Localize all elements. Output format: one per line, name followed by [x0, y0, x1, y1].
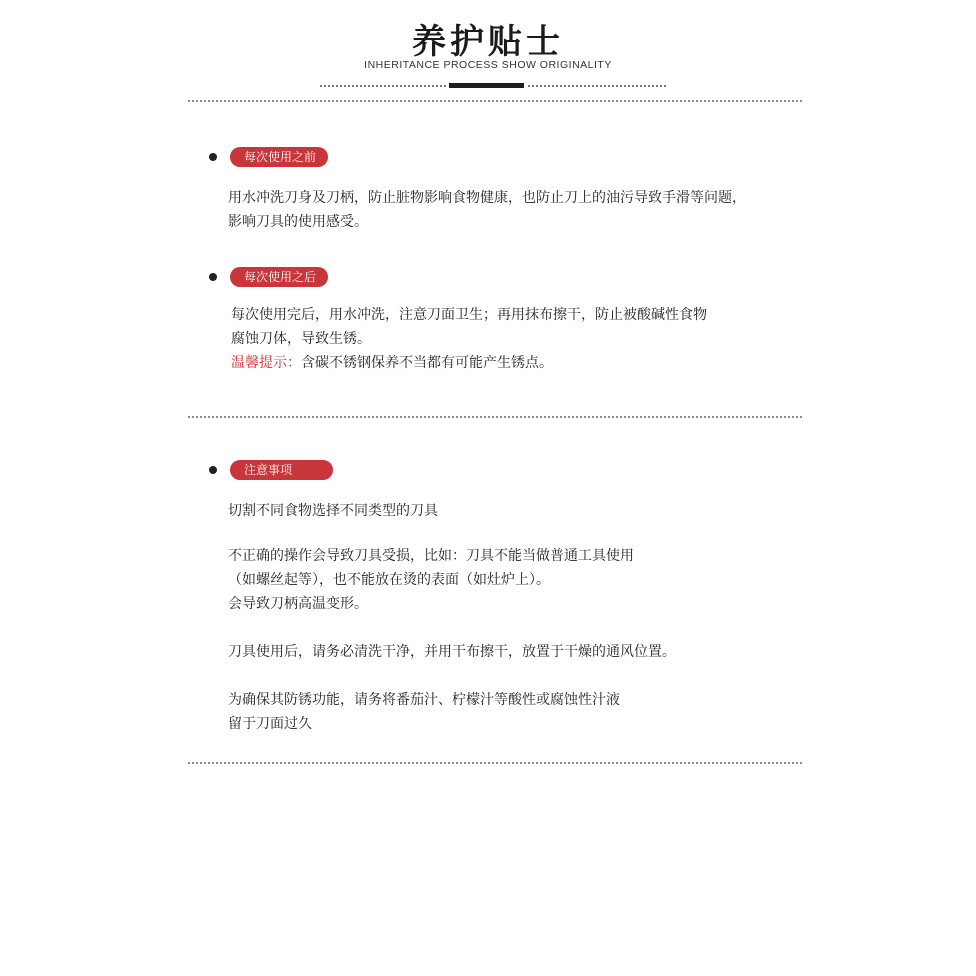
text-line: 影响刀具的使用感受。 [228, 214, 368, 230]
text-line: 为确保其防锈功能，请务将番茄汁、柠檬汁等酸性或腐蚀性汁液 [228, 692, 620, 708]
text-line: 留于刀面过久 [228, 716, 312, 732]
title-rule-right [528, 85, 666, 87]
text-line: 刀具使用后，请务必清洗干净，并用干布擦干，放置于干燥的通风位置。 [228, 644, 676, 660]
section-separator-top [188, 100, 802, 102]
notes-paragraph-1 [228, 499, 438, 523]
section-body-after-use [231, 303, 707, 375]
section-tag-before-use: 每次使用之前 [230, 147, 328, 167]
text-line: 会导致刀柄高温变形。 [228, 596, 368, 612]
warning-line [231, 351, 707, 375]
text-line: 切割不同食物选择不同类型的刀具 [228, 503, 438, 519]
title-rule-center-bar [449, 83, 524, 88]
section-tag-notes: 注意事项 [230, 460, 333, 480]
bullet-icon [209, 466, 217, 474]
warning-text: 含碳不锈钢保养不当都有可能产生锈点。 [301, 355, 553, 371]
section-tag-after-use: 每次使用之后 [230, 267, 328, 287]
text-line: 腐蚀刀体，导致生锈。 [231, 331, 371, 347]
bullet-icon [209, 153, 217, 161]
warning-label: 温馨提示： [231, 355, 301, 371]
page-subtitle: INHERITANCE PROCESS SHOW ORIGINALITY [364, 59, 612, 71]
section-body-before-use [228, 186, 746, 234]
bullet-icon [209, 273, 217, 281]
text-line: 每次使用完后，用水冲洗，注意刀面卫生；再用抹布擦干，防止被酸碱性食物 [231, 307, 707, 323]
notes-paragraph-4 [228, 688, 620, 736]
text-line: 用水冲洗刀身及刀柄，防止脏物影响食物健康，也防止刀上的油污导致手滑等问题， [228, 190, 746, 206]
section-separator-middle [188, 416, 802, 418]
title-rule-left [320, 85, 446, 87]
text-line: （如螺丝起等），也不能放在烫的表面（如灶炉上）。 [228, 572, 550, 588]
section-separator-bottom [188, 762, 802, 764]
notes-paragraph-3 [228, 640, 676, 664]
page-title: 养护贴士 [412, 22, 564, 62]
text-line: 不正确的操作会导致刀具受损，比如：刀具不能当做普通工具使用 [228, 548, 634, 564]
notes-paragraph-2 [228, 544, 634, 616]
